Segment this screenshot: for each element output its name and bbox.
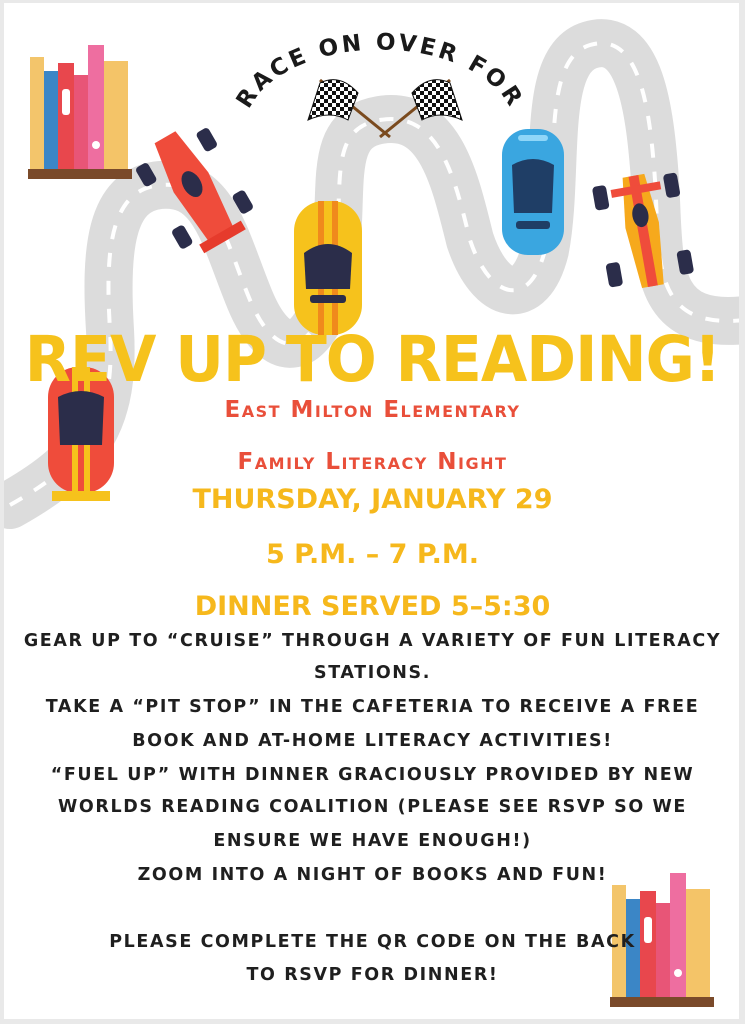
dinner-time: DINNER SERVED 5–5:30 bbox=[194, 591, 551, 622]
body-line: STATIONS. bbox=[314, 663, 431, 683]
race-car-icon bbox=[136, 121, 256, 261]
body-line: BOOK AND AT-HOME LITERACY ACTIVITIES! bbox=[132, 731, 613, 751]
school-name: East Milton Elementary bbox=[224, 397, 521, 423]
page-title: REV UP TO READING! bbox=[24, 323, 721, 397]
race-car-icon bbox=[498, 125, 568, 259]
race-car-icon bbox=[288, 193, 368, 343]
event-time: 5 P.M. – 7 P.M. bbox=[265, 539, 480, 570]
body-line: GEAR UP TO “CRUISE” THROUGH A VARIETY OF FUN LITERACY bbox=[23, 631, 722, 651]
body-line: TAKE A “PIT STOP” IN THE CAFETERIA TO RECEIVE A FREE bbox=[45, 697, 700, 717]
event-date: THURSDAY, JANUARY 29 bbox=[192, 484, 553, 515]
bookshelf-icon bbox=[26, 41, 136, 181]
checkered-flags-icon bbox=[300, 75, 470, 155]
race-car-icon bbox=[588, 165, 698, 295]
flyer bbox=[4, 3, 739, 1019]
body-line: WORLDS READING COALITION (PLEASE SEE RSVP SO WE bbox=[58, 797, 687, 817]
body-line: “FUEL UP” WITH DINNER GRACIOUSLY PROVIDED BY NEW bbox=[50, 765, 695, 785]
arc-heading-text: RACE ON OVER FOR bbox=[231, 29, 529, 113]
body-line: ENSURE WE HAVE ENOUGH!) bbox=[213, 831, 532, 851]
rsvp-line: PLEASE COMPLETE THE QR CODE ON THE BACK bbox=[109, 932, 636, 952]
rsvp-line: TO RSVP FOR DINNER! bbox=[246, 965, 499, 985]
body-line: ZOOM INTO A NIGHT OF BOOKS AND FUN! bbox=[137, 865, 608, 885]
event-name: Family Literacy Night bbox=[237, 449, 508, 475]
